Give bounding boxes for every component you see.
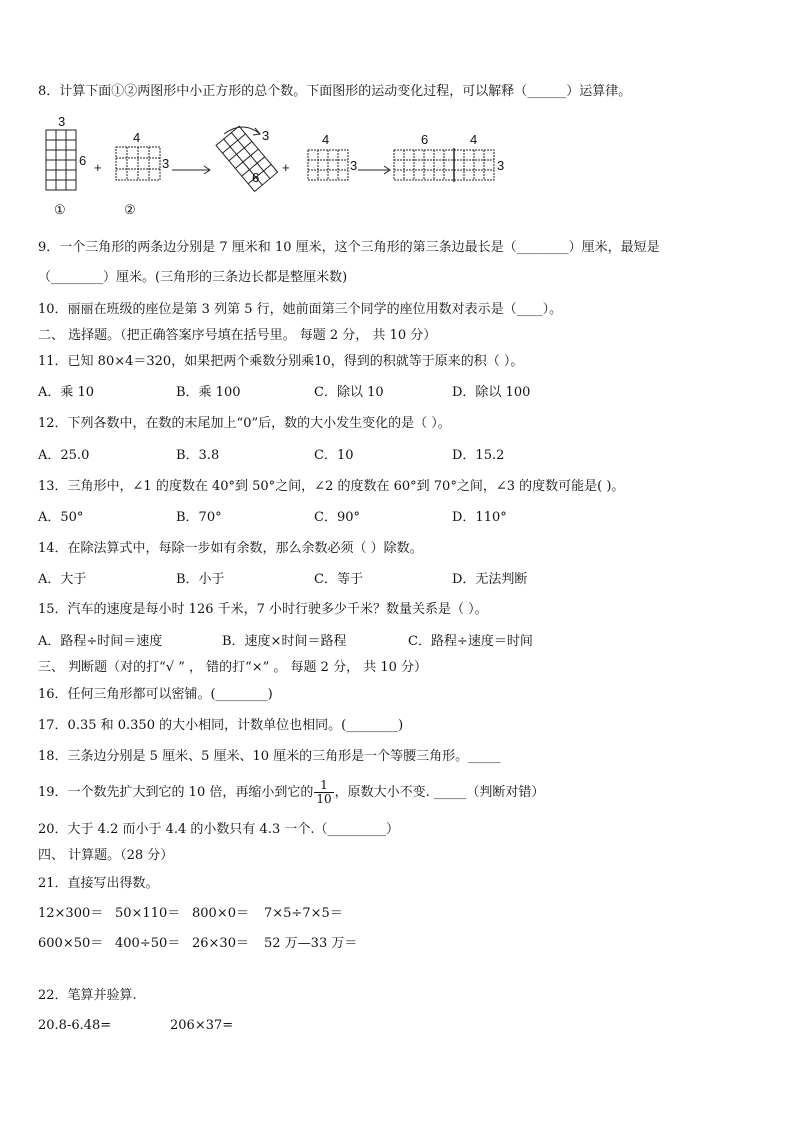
q12-option-c[interactable]: C．10 [314, 448, 354, 463]
q14-option-d[interactable]: D．无法判断 [452, 572, 528, 587]
q15-option-a[interactable]: A．路程÷时间＝速度 [38, 634, 163, 649]
plus-sign-1: + [94, 160, 102, 175]
question-11: 11．已知 80×4＝320，如果把两个乘数分别乘10，得到的积就等于原来的积（ ）。 [38, 354, 524, 369]
section-2-heading: 二、 选择题。（把正确答案序号填在括号里。 每题 2 分， 共 10 分） [38, 328, 437, 343]
result-top-label-6: 6 [421, 132, 429, 147]
q8-figure [38, 112, 518, 222]
question-13: 13．三角形中，∠1 的度数在 40°到 50°之间，∠2 的度数在 60°到 70°之间，∠3 的度数可能是( )。 [38, 479, 625, 494]
q15-option-c[interactable]: C．路程÷速度＝时间 [408, 634, 533, 649]
q19-text-after: ，原数大小不变. _____（判断对错） [334, 785, 545, 800]
fraction-numerator: 1 [314, 779, 333, 793]
section-4-heading: 四、 计算题。（28 分） [38, 848, 174, 863]
calc-item: 26×30＝ [192, 936, 249, 951]
question-8: 8．计算下面①②两图形中小正方形的总个数。下面图形的运动变化过程，可以解释（______）运算律。 [38, 84, 632, 99]
question-18: 18．三条边分别是 5 厘米、5 厘米、10 厘米的三角形是一个等腰三角形。_____ [38, 749, 501, 764]
result-top-label-4: 4 [470, 132, 478, 147]
q11-option-d[interactable]: D．除以 100 [452, 385, 531, 400]
q11-option-a[interactable]: A．乘 10 [38, 385, 95, 400]
q11-option-b[interactable]: B．乘 100 [176, 385, 241, 400]
q13-option-d[interactable]: D．110° [452, 510, 507, 525]
question-12: 12．下列各数中，在数的末尾加上“0”后，数的大小发生变化的是（ ）。 [38, 416, 451, 431]
q13-option-a[interactable]: A．50° [38, 510, 84, 525]
q11-option-c[interactable]: C．除以 10 [314, 385, 384, 400]
question-10: 10．丽丽在班级的座位是第 3 列第 5 行，她前面第三个同学的座位用数对表示是（____）。 [38, 302, 563, 317]
fig3-right-label: 3 [350, 158, 358, 173]
calc-item: 12×300＝ [38, 906, 104, 921]
figure-2-grid [116, 147, 160, 180]
result-grid [394, 150, 494, 180]
question-22: 22．笔算并验算. [38, 988, 137, 1003]
question-16: 16．任何三角形都可以密铺。(________) [38, 687, 273, 702]
question-15: 15．汽车的速度是每小时 126 千米，7 小时行驶多少千米？数量关系是（ ）。 [38, 602, 488, 617]
rotated-label-3: 3 [262, 128, 270, 143]
q15-option-b[interactable]: B．速度×时间＝路程 [222, 634, 347, 649]
calc-item: 800×0＝ [192, 906, 249, 921]
question-9-line-1: 9．一个三角形的两条边分别是 7 厘米和 10 厘米，这个三角形的第三条边最长是（________）厘米，最短是 [38, 240, 660, 255]
q12-option-d[interactable]: D．15.2 [452, 448, 505, 463]
fig1-top-label: 3 [58, 114, 66, 129]
fig2-right-label: 3 [162, 156, 170, 171]
fig1-right-label: 6 [79, 153, 87, 168]
fig2-top-label: 4 [133, 130, 141, 145]
rotated-label-6: 6 [252, 170, 260, 185]
calc-item: 52 万—33 万＝ [264, 936, 358, 951]
q12-option-a[interactable]: A．25.0 [38, 448, 90, 463]
calc-item: 400÷50＝ [115, 936, 181, 951]
fraction-one-tenth [314, 779, 333, 806]
question-17: 17．0.35 和 0.350 的大小相同，计数单位也相同。(________) [38, 718, 404, 733]
section-3-heading: 三、 判断题（对的打“√ ” ， 错的打“×” 。 每题 2 分， 共 10 分） [38, 660, 428, 675]
question-20: 20．大于 4.2 而小于 4.4 的小数只有 4.3 一个.（_________） [38, 822, 399, 837]
calc-item: 7×5÷7×5＝ [264, 906, 343, 921]
q14-option-a[interactable]: A．大于 [38, 572, 87, 587]
q12-option-b[interactable]: B．3.8 [176, 448, 220, 463]
written-calc-item: 206×37= [170, 1018, 234, 1033]
q19-text-before: 19．一个数先扩大到它的 10 倍，再缩小到它的 [38, 785, 314, 800]
q14-option-b[interactable]: B．小于 [176, 572, 225, 587]
figure-1-grid [46, 130, 76, 190]
question-9-line-2: （________）厘米。(三角形的三条边长都是整厘米数) [38, 270, 348, 285]
question-14: 14．在除法算式中，每除一步如有余数，那么余数必须（ ）除数。 [38, 541, 423, 556]
calc-item: 600×50＝ [38, 936, 104, 951]
fraction-denominator: 10 [316, 792, 332, 806]
q13-option-c[interactable]: C．90° [314, 510, 360, 525]
q14-option-c[interactable]: C．等于 [314, 572, 363, 587]
fig1-caption: ① [54, 202, 66, 217]
fig2-caption: ② [124, 202, 136, 217]
result-right-label: 3 [497, 158, 505, 173]
fig3-top-label: 4 [322, 132, 330, 147]
plus-sign-2: + [282, 160, 290, 175]
figure-3-grid [308, 150, 348, 180]
written-calc-item: 20.8-6.48= [38, 1018, 112, 1033]
calc-item: 50×110＝ [115, 906, 181, 921]
question-19 [38, 778, 544, 808]
q13-option-b[interactable]: B．70° [176, 510, 222, 525]
question-21: 21．直接写出得数。 [38, 876, 159, 891]
